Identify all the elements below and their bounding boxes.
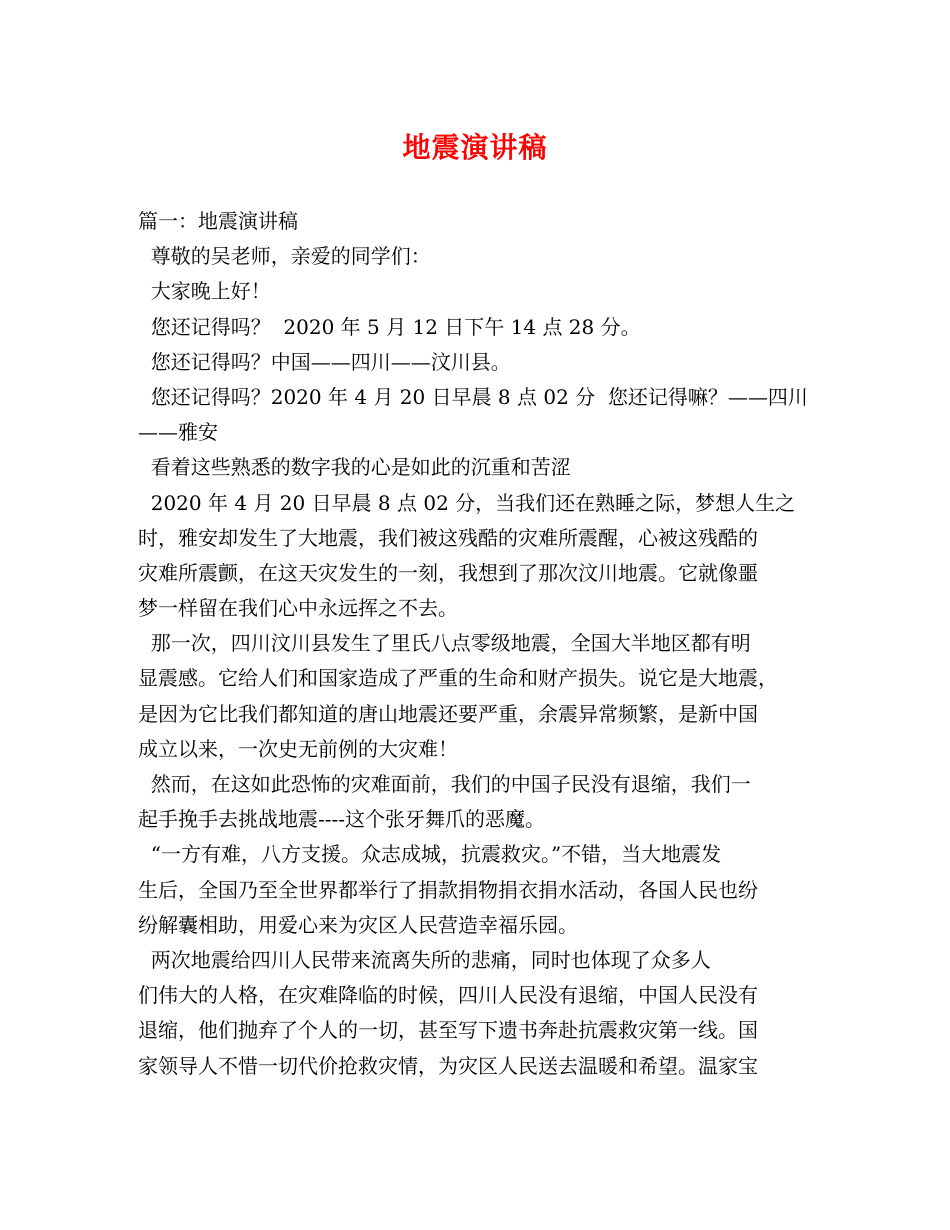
text-line: 看着这些熟悉的数字我的心是如此的沉重和苦涩 [138, 455, 571, 480]
text-line: “一方有难，八方支援。众志成城，抗震救灾。”不错，当大地震发 [138, 842, 722, 867]
text-line: 退缩，他们抛弃了个人的一切，甚至写下遗书奔赴抗震救灾第一线。国 [138, 1018, 758, 1043]
text-line: 篇一：地震演讲稿 [138, 209, 298, 233]
text-line: 您还记得吗？2020 年 4 月 20 日早晨 8 点 02 分 您还记得嘛？——四川 [138, 384, 808, 409]
text-line: 是因为它比我们都知道的唐山地震还要严重，余震异常频繁，是新中国 [138, 701, 758, 726]
text-line: 梦一样留在我们心中永远挥之不去。 [138, 596, 458, 621]
text-line: 起手挽手去挑战地震----这个张牙舞爪的恶魔。 [138, 807, 546, 832]
text-line: 生后，全国乃至全世界都举行了捐款捐物捐衣捐水活动，各国人民也纷 [138, 877, 758, 902]
document-title: 地震演讲稿 [402, 131, 548, 164]
text-line: 您还记得吗？ 2020 年 5 月 12 日下午 14 点 28 分。 [138, 314, 641, 339]
text-line: 纷解囊相助，用爱心来为灾区人民营造幸福乐园。 [138, 912, 578, 937]
text-line: 灾难所震颤，在这天灾发生的一刻，我想到了那次汶川地震。它就像噩 [138, 560, 758, 585]
document-body [138, 204, 814, 1084]
text-line: 时，雅安却发生了大地震，我们被这残酷的灾难所震醒，心被这残酷的 [138, 525, 758, 550]
text-line: 尊敬的吴老师，亲爱的同学们： [138, 244, 431, 269]
text-line: 们伟大的人格，在灾难降临的时候，四川人民没有退缩，中国人民没有 [138, 983, 758, 1008]
text-line: 您还记得吗？中国——四川——汶川县。 [138, 349, 511, 374]
text-line: 然而，在这如此恐怖的灾难面前，我们的中国子民没有退缩，我们一 [138, 772, 751, 796]
text-line: 成立以来，一次史无前例的大灾难！ [138, 736, 458, 761]
text-line: 那一次，四川汶川县发生了里氏八点零级地震，全国大半地区都有明 [138, 631, 751, 656]
text-line: 大家晚上好！ [138, 279, 271, 304]
text-line: 家领导人不惜一切代价抢救灾情，为灾区人民送去温暖和希望。温家宝 [138, 1053, 758, 1078]
text-line: 显震感。它给人们和国家造成了严重的生命和财产损失。说它是大地震， [138, 666, 778, 691]
text-line: 两次地震给四川人民带来流离失所的悲痛，同时也体现了众多人 [138, 947, 711, 972]
text-line: ——雅安 [138, 420, 218, 445]
text-line: 2020 年 4 月 20 日早晨 8 点 02 分，当我们还在熟睡之际，梦想人生之 [138, 490, 796, 515]
